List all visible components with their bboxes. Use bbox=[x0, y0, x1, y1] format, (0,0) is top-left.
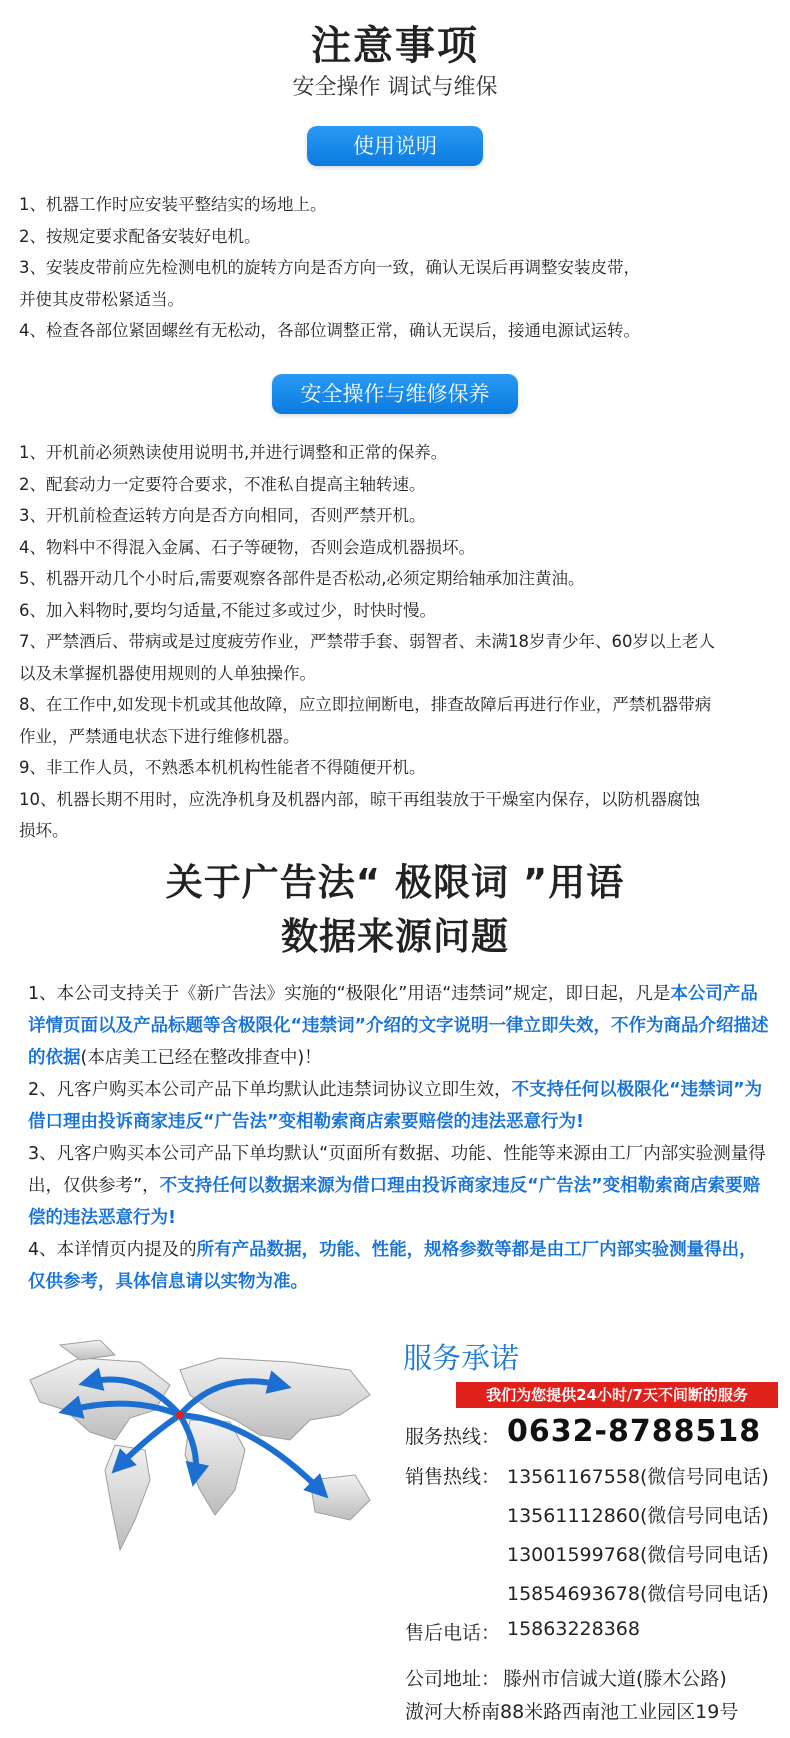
service-banner: 我们为您提供24小时/7天不间断的服务 bbox=[456, 1382, 778, 1408]
ad-law-disclaimer bbox=[28, 978, 773, 1298]
list-item: 8、在工作中,如发现卡机或其他故障，应立即拉闸断电，排查故障后再进行作业，严禁机器带病 bbox=[19, 695, 712, 714]
list-item: 7、严禁酒后、带病或是过度疲劳作业，严禁带手套、弱智者、未满18岁青少年、60岁以上老人 bbox=[19, 632, 715, 651]
list-item: 1、机器工作时应安装平整结实的场地上。 bbox=[19, 195, 327, 214]
ad-law-heading-line2: 数据来源问题 bbox=[281, 915, 509, 958]
disclaimer-text: (本店美工已经在整改排查中)！ bbox=[80, 1048, 322, 1068]
list-item: 并使其皮带松紧适当。 bbox=[19, 289, 184, 309]
aftersale-number: 15863228368 bbox=[507, 1618, 640, 1640]
sales-label: 销售热线： bbox=[405, 1466, 501, 1488]
disclaimer-highlight: 不支持任何以数据来源为借口理由投诉商家违反“广告法”变相勒索商店索要赔偿的违法恶意行为! bbox=[28, 1176, 761, 1228]
disclaimer-highlight: 所有产品数据，功能、性能，规格参数等都是由工厂内部实验测量得出，仅供参考，具体信息请以实物为准。 bbox=[28, 1240, 757, 1292]
address-line2: 滶河大桥南88米路西南池工业园区19号 bbox=[405, 1701, 739, 1723]
list-item: 9、非工作人员，不熟悉本机机构性能者不得随便开机。 bbox=[19, 758, 426, 777]
list-item: 3、开机前检查运转方向是否方向相同，否则严禁开机。 bbox=[19, 506, 426, 525]
aftersale-label: 售后电话： bbox=[405, 1622, 501, 1644]
address-line1: 滕州市信诚大道(滕木公路) bbox=[503, 1668, 727, 1690]
list-item: 10、机器长期不用时，应洗净机身及机器内部，晾干再组装放于干燥室内保存，以防机器腐蚀 bbox=[19, 789, 700, 809]
usage-badge: 使用说明 bbox=[307, 126, 483, 166]
sales-number: 13561112860(微信号同电话) bbox=[507, 1505, 769, 1527]
safety-list bbox=[19, 437, 779, 847]
page-title: 注意事项 bbox=[311, 23, 479, 69]
hotline-label: 服务热线： bbox=[405, 1426, 501, 1448]
ad-law-heading bbox=[0, 856, 790, 964]
sales-number: 13561167558(微信号同电话) bbox=[507, 1466, 769, 1488]
address-label: 公司地址： bbox=[405, 1668, 501, 1690]
sales-number: 15854693678(微信号同电话) bbox=[507, 1583, 769, 1605]
list-item: 4、物料中不得混入金属、石子等硬物，否则会造成机器损坏。 bbox=[19, 537, 475, 557]
usage-list bbox=[19, 189, 779, 347]
list-item: 以及未掌握机器使用规则的人单独操作。 bbox=[19, 663, 316, 683]
disclaimer-paragraph bbox=[28, 1234, 773, 1298]
list-item: 作业，严禁通电状态下进行维修机器。 bbox=[19, 726, 300, 746]
list-item: 2、配套动力一定要符合要求，不准私自提高主轴转速。 bbox=[19, 474, 426, 494]
service-title: 服务承诺 bbox=[403, 1341, 520, 1375]
disclaimer-text: 1、本公司支持关于《新广告法》实施的“极限化”用语“违禁词”规定，即日起，凡是 bbox=[28, 984, 671, 1004]
disclaimer-paragraph bbox=[28, 1074, 773, 1138]
sales-number: 13001599768(微信号同电话) bbox=[507, 1544, 769, 1566]
world-map-icon bbox=[20, 1340, 390, 1570]
safety-badge: 安全操作与维修保养 bbox=[272, 374, 518, 414]
disclaimer-text: 3、凡客户购买本公司产品下单均默认“页面所有数据、功能、性能等来源由工厂内部实验测量得出，仅供参考”， bbox=[28, 1144, 766, 1196]
disclaimer-highlight: 本公司产品详情页面以及产品标题等含极限化“违禁词”介绍的文字说明一律立即失效，不作为商品介绍描述的依据 bbox=[28, 984, 769, 1068]
disclaimer-highlight: 不支持任何以极限化“违禁词”为借口理由投诉商家违反“广告法”变相勒索商店索要赔偿的违法恶意行为! bbox=[28, 1080, 763, 1132]
list-item: 6、加入料物时,要均匀适量,不能过多或过少，时快时慢。 bbox=[19, 600, 436, 620]
hotline-number: 0632-8788518 bbox=[507, 1414, 762, 1449]
list-item: 5、机器开动几个小时后,需要观察各部件是否松动,必须定期给轴承加注黄油。 bbox=[19, 569, 585, 588]
list-item: 4、检查各部位紧固螺丝有无松动，各部位调整正常，确认无误后，接通电源试运转。 bbox=[19, 321, 640, 340]
disclaimer-paragraph bbox=[28, 978, 773, 1074]
list-item: 损坏。 bbox=[19, 821, 69, 840]
disclaimer-text: 2、凡客户购买本公司产品下单均默认此违禁词协议立即生效， bbox=[28, 1080, 512, 1100]
disclaimer-paragraph bbox=[28, 1138, 773, 1234]
list-item: 2、按规定要求配备安装好电机。 bbox=[19, 226, 261, 246]
page-subtitle: 安全操作 调试与维保 bbox=[292, 75, 498, 100]
disclaimer-text: 4、本详情页内提及的 bbox=[28, 1240, 197, 1260]
list-item: 3、安装皮带前应先检测电机的旋转方向是否方向一致，确认无误后再调整安装皮带， bbox=[19, 258, 640, 277]
ad-law-heading-line1: 关于广告法“ 极限词 ”用语 bbox=[165, 861, 625, 904]
list-item: 1、开机前必须熟读使用说明书,并进行调整和正常的保养。 bbox=[19, 443, 448, 462]
